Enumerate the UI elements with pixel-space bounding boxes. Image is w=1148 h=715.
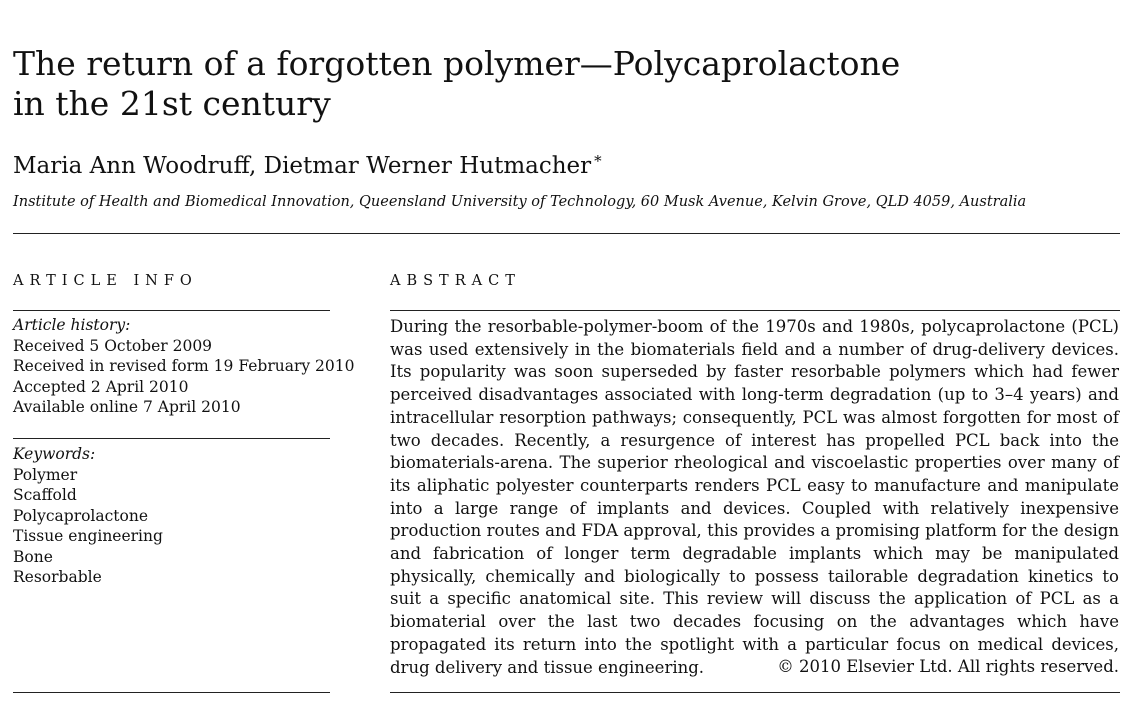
keyword-item: Scaffold — [13, 486, 77, 504]
history-accepted: Accepted 2 April 2010 — [13, 377, 189, 396]
affiliation: Institute of Health and Biomedical Innovation, Queensland University of Technology, 60 Musk Avenue, Kelvin Grove, QLD 4059, Australia — [13, 194, 1027, 210]
abstract-text: During the resorbable-polymer-boom of the 1970s and 1980s, polycaprolactone (PCL) was used extensively in the biomaterials field and a number of drug-delivery devices. Its popularity was soon superseded by faster resorbable polymers which had fewer perceived disadvantages associated with long-term degradation (up to 3–4 years) and intracellular resorption pathways; consequently, PCL was almost forgotten for most of two decades. Recently, a resurgence of interest has propelled PCL back into the biomaterials-arena. The superior rheological and viscoelastic properties over many of its aliphatic polyester counterparts renders PCL easy to manufacture and manipulate into a large range of implants and devices. Coupled with relatively inexpensive production routes and FDA approval, this provides a promising platform for the design and fabrication of longer term degradable implants which may be manipulated physically, chemically and biologically to possess tailorable degradation kinetics to suit a specific anatomical site. This review will discuss the application of PCL as a biomaterial over the last two decades focusing on the advantages which have propagated its return into the spotlight with a particular focus on medical devices, drug delivery and tissue engineering. — [390, 317, 1119, 677]
keywords — [13, 444, 330, 588]
history-online: Available online 7 April 2010 — [13, 398, 241, 416]
author-list — [13, 146, 602, 181]
article-info-bottom-divider — [13, 692, 330, 693]
keyword-item: Resorbable — [13, 568, 102, 586]
article-history-label: Article history: — [13, 316, 131, 334]
keyword-item: Tissue engineering — [13, 527, 163, 545]
header-divider — [13, 233, 1120, 234]
keyword-item: Polymer — [13, 465, 78, 484]
history-keywords-divider — [13, 438, 330, 439]
history-received: Received 5 October 2009 — [13, 336, 213, 355]
authors-names: Maria Ann Woodruff, Dietmar Werner Hutmacher — [13, 153, 592, 179]
title-line-2: in the 21st century — [13, 84, 331, 123]
copyright-notice: © 2010 Elsevier Ltd. All rights reserved. — [777, 657, 1119, 676]
corresponding-author-mark[interactable]: * — [594, 152, 602, 170]
article-info-heading: ARTICLE INFO — [13, 273, 198, 289]
keywords-label: Keywords: — [13, 445, 96, 463]
abstract-heading: ABSTRACT — [390, 273, 521, 289]
title-line-1: The return of a forgotten polymer—Polycaprolactone — [13, 44, 901, 83]
abstract-bottom-divider — [390, 692, 1120, 693]
keyword-item: Bone — [13, 547, 53, 566]
history-revised: Received in revised form 19 February 2010 — [13, 357, 355, 375]
abstract-top-divider — [390, 310, 1120, 311]
keyword-item: Polycaprolactone — [13, 506, 149, 525]
article-info-top-divider — [13, 310, 330, 311]
article-history — [13, 315, 355, 418]
article-title — [13, 44, 1113, 124]
